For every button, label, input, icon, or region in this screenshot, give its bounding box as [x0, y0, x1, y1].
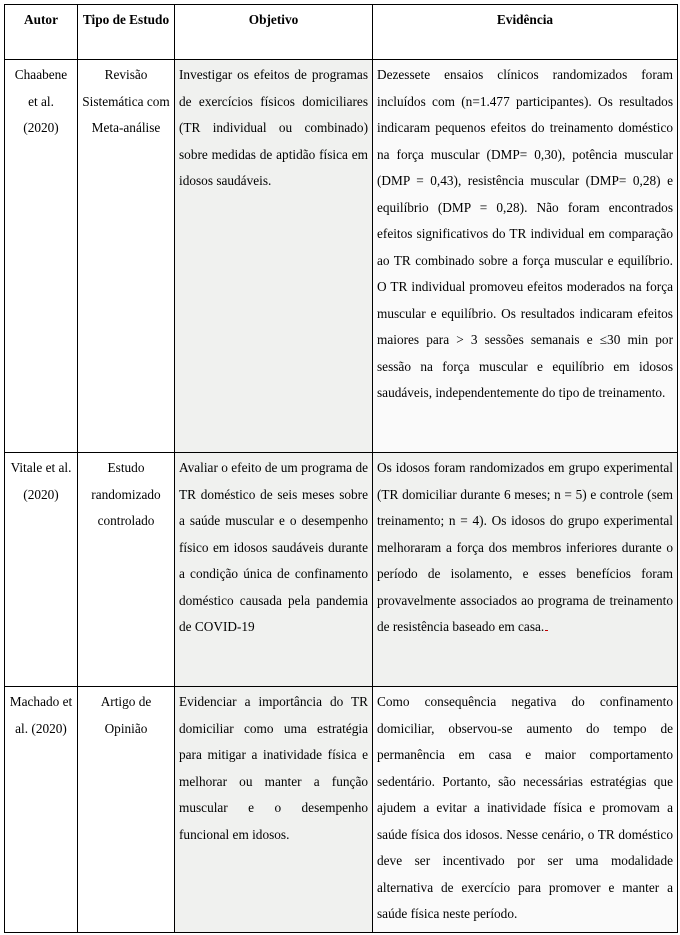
cell-autor: Chaabene et al. (2020) — [5, 60, 78, 453]
cell-autor: Machado et al. (2020) — [5, 687, 78, 933]
cell-objetivo: Evidenciar a importância do TR domiciliar como uma estratégia para mitigar a inatividade física e melhorar ou manter a função muscular e o desempenho funcional em idosos. — [175, 687, 373, 933]
cell-evidencia: Dezessete ensaios clínicos randomizados foram incluídos com (n=1.477 participantes). Os resultados indicaram pequenos efeitos do treinamento doméstico na força muscular (DMP= 0,30), potência muscular (DMP = 0,43), resistência muscular (DMP= 0,28) e equilíbrio (DMP = 0,28). Não foram encontrados efeitos significativos do TR individual em comparação ao TR combinado sobre a força muscular e equilíbrio. O TR individual promoveu efeitos moderados na força muscular e equilíbrio. Os resultados indicaram efeitos maiores para > 3 sessões semanais e ≤30 min por sessão na força muscular e equilíbrio em idosos saudáveis, independentemente do tipo de treinamento. — [373, 60, 678, 453]
header-tipo: Tipo de Estudo — [78, 5, 175, 60]
evidence-table — [4, 4, 678, 933]
header-objetivo: Objetivo — [175, 5, 373, 60]
cell-evidencia: Como consequência negativa do confinamento domiciliar, observou-se aumento do tempo de permanência em casa e maior comportamento sedentário. Portanto, são necessárias estratégias que ajudem a evitar a inatividade física e promovam a saúde física dos idosos. Nesse cenário, o TR doméstico deve ser incentivado por ser uma modalidade alternativa de exercício para promover e manter a saúde física neste período. — [373, 687, 678, 933]
header-row — [5, 5, 678, 60]
cell-tipo: Revisão Sistemática com Meta-análise — [78, 60, 175, 453]
table-row — [5, 60, 678, 453]
header-autor: Autor — [5, 5, 78, 60]
header-evidencia: Evidência — [373, 5, 678, 60]
table-row — [5, 687, 678, 933]
cell-tipo: Artigo de Opinião — [78, 687, 175, 933]
table-row — [5, 453, 678, 687]
revision-mark — [545, 630, 548, 631]
cell-objetivo: Avaliar o efeito de um programa de TR doméstico de seis meses sobre a saúde muscular e o desempenho físico em idosos saudáveis durante a condição única de confinamento doméstico causada pela pandemia de COVID-19 — [175, 453, 373, 687]
cell-autor: Vitale et al. (2020) — [5, 453, 78, 687]
cell-objetivo: Investigar os efeitos de programas de exercícios físicos domiciliares (TR individual ou combinado) sobre medidas de aptidão física em idosos saudáveis. — [175, 60, 373, 453]
evidencia-text: Os idosos foram randomizados em grupo experimental (TR domiciliar durante 6 meses; n = 5) e controle (sem treinamento; n = 4). Os idosos do grupo experimental melhoraram a força dos membros inferiores durante o período de isolamento, e esses benefícios foram provavelmente associados ao programa de treinamento de resistência baseado em casa. — [377, 460, 673, 634]
cell-evidencia — [373, 453, 678, 687]
cell-tipo: Estudo randomizado controlado — [78, 453, 175, 687]
